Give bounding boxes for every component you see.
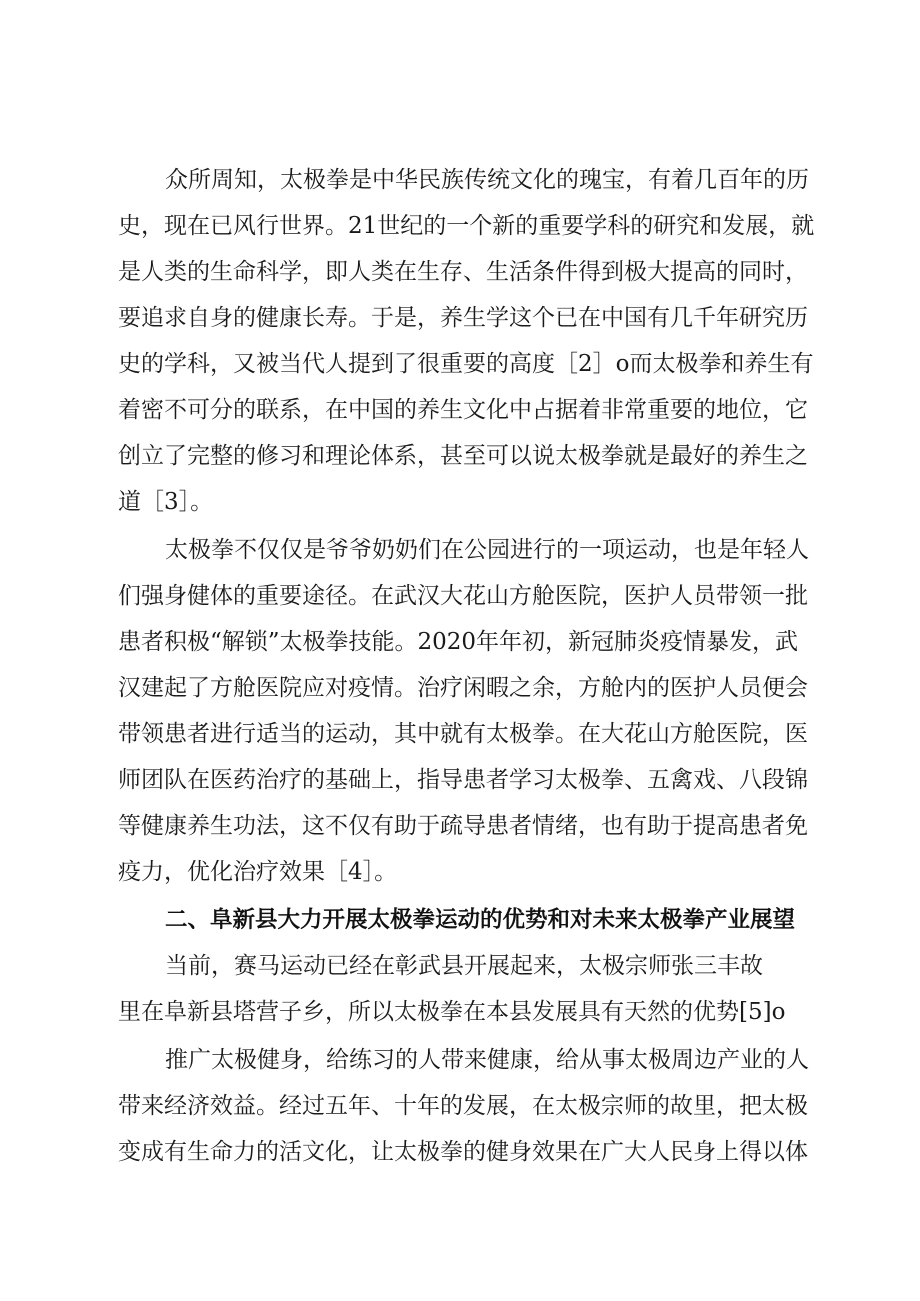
paragraph-line: 创立了完整的修习和理论体系，甚至可以说太极拳就是最好的养生之 [118, 443, 808, 469]
paragraph-line: 道［3］。 [118, 489, 214, 515]
paragraph-line: 太极拳不仅仅是爷爷奶奶们在公园进行的一项运动，也是年轻人 [165, 537, 809, 563]
paragraph-line: 带领患者进行适当的运动，其中就有太极拳。在大花山方舱医院，医 [118, 721, 808, 747]
paragraph-line: 变成有生命力的活文化，让太极拳的健身效果在广大人民身上得以体 [118, 1139, 808, 1165]
section-heading: 二、阜新县大力开展太极拳运动的优势和对未来太极拳产业展望 [165, 907, 796, 933]
paragraph-line: 当前，赛马运动已经在彰武县开展起来，太极宗师张三丰故 [165, 953, 763, 979]
paragraph-line: 是人类的生命科学，即人类在生存、生活条件得到极大提高的同时， [118, 259, 808, 285]
paragraph-line: 着密不可分的联系，在中国的养生文化中占据着非常重要的地位，它 [118, 397, 808, 423]
paragraph-line: 史，现在已风行世界。21世纪的一个新的重要学科的研究和发展，就 [118, 213, 815, 239]
paragraph-line: 等健康养生功法，这不仅有助于疏导患者情绪，也有助于提高患者免 [118, 813, 808, 839]
paragraph-line: 们强身健体的重要途径。在武汉大花山方舱医院，医护人员带领一批 [118, 583, 808, 609]
paragraph-line: 史的学科，又被当代人提到了很重要的高度［2］o而太极拳和养生有 [118, 351, 814, 377]
paragraph-line: 患者积极“解锁”太极拳技能。2020年年初，新冠肺炎疫情暴发，武 [118, 629, 799, 655]
paragraph-line: 要追求自身的健康长寿。于是，养生学这个已在中国有几千年研究历 [118, 305, 808, 331]
paragraph-line: 带来经济效益。经过五年、十年的发展，在太极宗师的故里，把太极 [118, 1093, 808, 1119]
paragraph-line: 里在阜新县塔营子乡，所以太极拳在本县发展具有天然的优势[5]o [118, 999, 786, 1025]
paragraph-line: 疫力，优化治疗效果［4］。 [118, 859, 398, 885]
paragraph-line: 汉建起了方舱医院应对疫情。治疗闲暇之余，方舱内的医护人员便会 [118, 675, 808, 701]
paragraph-line: 推广太极健身，给练习的人带来健康，给从事太极周边产业的人 [165, 1047, 809, 1073]
paragraph-line: 众所周知，太极拳是中华民族传统文化的瑰宝，有着几百年的历 [165, 167, 809, 193]
paragraph-line: 师团队在医药治疗的基础上，指导患者学习太极拳、五禽戏、八段锦 [118, 767, 808, 793]
